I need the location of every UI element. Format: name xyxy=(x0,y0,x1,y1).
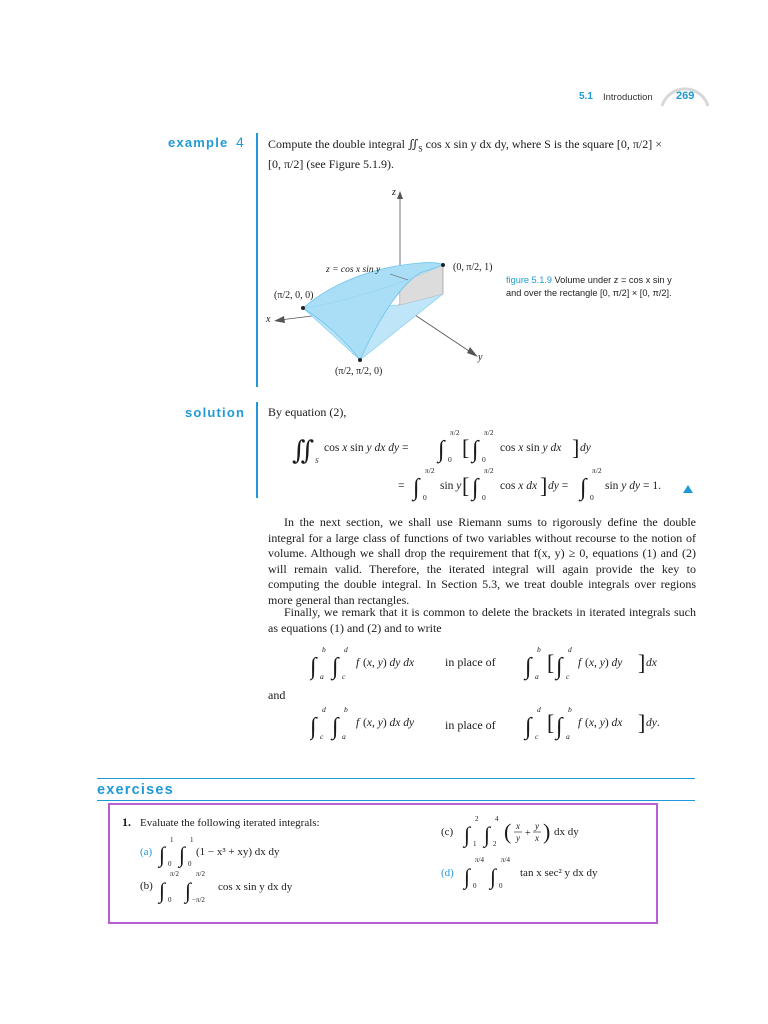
svg-text:x: x xyxy=(516,821,520,831)
svg-text:∫: ∫ xyxy=(310,654,317,680)
svg-text:c: c xyxy=(566,672,570,681)
svg-text:c: c xyxy=(535,732,539,741)
svg-text:∫: ∫ xyxy=(525,714,532,740)
svg-text:∫: ∫ xyxy=(159,878,166,903)
svg-text:a: a xyxy=(566,732,570,741)
svg-text:∫: ∫ xyxy=(185,878,192,903)
example-text-line2: [0, π/2] (see Figure 5.1.9). xyxy=(268,156,395,171)
svg-text:0: 0 xyxy=(482,493,486,502)
svg-text:b: b xyxy=(322,645,326,654)
svg-text:0: 0 xyxy=(499,882,503,890)
exercise-integrals-ab xyxy=(155,828,335,908)
svg-text:[: [ xyxy=(547,710,555,735)
paragraph-brackets: Finally, we remark that it is common to delete the brackets in iterated integrals such as equations (1) and (2) and to write xyxy=(268,605,696,635)
svg-text:dy =: dy = xyxy=(548,480,569,492)
svg-text:dy: dy xyxy=(580,442,591,454)
svg-text:π/2: π/2 xyxy=(484,466,494,475)
header-section-number: 5.1 xyxy=(579,91,593,102)
svg-text:∫: ∫ xyxy=(484,822,491,847)
svg-text:∫: ∫ xyxy=(525,654,532,680)
svg-text:0: 0 xyxy=(188,860,192,868)
svg-text:0: 0 xyxy=(168,860,172,868)
header-section-title: Introduction xyxy=(603,92,653,103)
part-b-integrand: cos x sin y dx dy xyxy=(218,881,293,893)
exercises-rule-top xyxy=(97,778,695,779)
paragraph-riemann: In the next section, we shall use Riemann sums to rigorously define the double integral for a large class of functions of two variables without recourse to the notion of volume. Although we shall drop the requirement that f(x, y) ≥ 0, equations (1) and (2) will remain valid. Therefore, the iterated integral will again provide the key to computing the double integral. In Section 5.3, we treat double integrals over regions more general than rectangles. xyxy=(268,515,696,607)
svg-text:(x, y) dy dx: (x, y) dy dx xyxy=(363,657,415,669)
svg-text:π/2: π/2 xyxy=(425,466,435,475)
svg-text:b: b xyxy=(568,705,572,714)
part-d-tag: (d) xyxy=(441,867,454,879)
svg-text:0: 0 xyxy=(168,896,172,904)
svg-text:∫: ∫ xyxy=(310,714,317,740)
part-a-integrand: (1 − x³ + xy) dx dy xyxy=(196,846,280,858)
point-bottom-label: (π/2, π/2, 0) xyxy=(335,366,383,377)
exercises-heading: exercises xyxy=(97,782,174,798)
svg-text:∫: ∫ xyxy=(464,864,471,889)
bracket-notation-equations xyxy=(310,642,690,742)
svg-text:π/2: π/2 xyxy=(170,870,179,878)
solution-equations xyxy=(290,425,710,505)
y-axis-arrow xyxy=(467,347,478,357)
axis-y-label: y xyxy=(478,352,483,363)
svg-text:d: d xyxy=(344,645,348,654)
svg-text:y: y xyxy=(516,833,520,843)
svg-text:x: x xyxy=(535,833,539,843)
svg-text:π/2: π/2 xyxy=(450,428,460,437)
svg-text:f: f xyxy=(578,717,582,729)
svg-text:4: 4 xyxy=(495,815,499,823)
svg-text:∫: ∫ xyxy=(179,842,186,867)
point-left-label: (π/2, 0, 0) xyxy=(274,290,314,301)
svg-text:0: 0 xyxy=(448,455,452,464)
svg-text:dx: dx xyxy=(646,657,657,669)
svg-text:1: 1 xyxy=(170,836,174,844)
svg-text:π/2: π/2 xyxy=(592,466,602,475)
svg-text:∫: ∫ xyxy=(472,437,479,463)
svg-text:d: d xyxy=(537,705,541,714)
svg-text:d: d xyxy=(322,705,326,714)
example-text xyxy=(268,137,696,173)
question-1-number: 1. xyxy=(122,815,131,829)
point-top-right-label: (0, π/2, 1) xyxy=(453,262,493,273)
svg-text:∫: ∫ xyxy=(556,654,563,680)
point-dot-bottom xyxy=(358,358,362,362)
svg-text:∫: ∫ xyxy=(438,437,445,463)
svg-text:+: + xyxy=(525,828,531,839)
svg-text:∬: ∬ xyxy=(292,436,315,465)
svg-text:[: [ xyxy=(462,473,470,498)
exercises-rule-bottom xyxy=(97,800,695,801)
svg-text:b: b xyxy=(537,645,541,654)
in-place-of-1: in place of xyxy=(445,655,496,669)
solution-rule xyxy=(256,402,258,498)
axis-z-label: z xyxy=(392,187,396,198)
svg-text:sin y dy = 1.: sin y dy = 1. xyxy=(605,480,662,492)
svg-text:]: ] xyxy=(638,650,646,675)
svg-text:∫: ∫ xyxy=(159,842,166,867)
figure-5-1-9 xyxy=(260,185,510,390)
part-c-integrand: dx dy xyxy=(554,826,579,838)
example-text-line1: Compute the double integral ∬ xyxy=(268,137,419,151)
svg-text:π/2: π/2 xyxy=(196,870,205,878)
svg-text:]: ] xyxy=(638,710,646,735)
svg-text:): ) xyxy=(543,819,551,844)
part-b-tag: (b) xyxy=(140,880,153,892)
svg-text:[: [ xyxy=(547,650,555,675)
svg-text:∫: ∫ xyxy=(464,822,471,847)
figure-caption xyxy=(506,274,706,300)
end-of-solution-triangle xyxy=(683,485,693,493)
svg-text:1: 1 xyxy=(473,840,477,848)
in-place-of-2: in place of xyxy=(445,718,496,732)
svg-text:∫: ∫ xyxy=(472,475,479,501)
svg-text:sin y: sin y xyxy=(440,480,462,492)
solution-label: solution xyxy=(185,405,246,420)
example-rule xyxy=(256,133,258,387)
svg-text:=: = xyxy=(398,480,405,492)
svg-text:f: f xyxy=(356,717,360,729)
svg-text:dy.: dy. xyxy=(646,717,660,729)
example-text-line1b: cos x sin y dx dy, where S is the square [0, π/2] × xyxy=(422,137,662,151)
svg-text:(x, y) dy: (x, y) dy xyxy=(585,657,623,669)
svg-text:1: 1 xyxy=(190,836,194,844)
svg-text:(x, y) dx dy: (x, y) dx dy xyxy=(363,717,415,729)
svg-text:π/4: π/4 xyxy=(501,856,510,864)
and-word: and xyxy=(268,688,286,702)
exercise-integrals-cd xyxy=(460,808,650,898)
svg-text:π/4: π/4 xyxy=(475,856,484,864)
solution-intro: By equation (2), xyxy=(268,405,347,419)
part-c-tag: (c) xyxy=(441,826,454,838)
svg-text:∫: ∫ xyxy=(490,864,497,889)
svg-text:c: c xyxy=(342,672,346,681)
example-text-sub: S xyxy=(418,144,423,154)
x-axis-arrow xyxy=(274,316,285,323)
svg-text:[: [ xyxy=(462,435,470,460)
svg-text:cos x sin y dx dy =: cos x sin y dx dy = xyxy=(324,442,409,454)
svg-text:−π/2: −π/2 xyxy=(192,896,205,904)
svg-text:cos x dx: cos x dx xyxy=(500,480,538,492)
svg-text:∫: ∫ xyxy=(332,654,339,680)
svg-text:0: 0 xyxy=(473,882,477,890)
svg-text:]: ] xyxy=(572,435,580,460)
svg-text:y: y xyxy=(535,821,539,831)
svg-text:d: d xyxy=(568,645,572,654)
svg-text:∫: ∫ xyxy=(332,714,339,740)
svg-text:cos x sin y dx: cos x sin y dx xyxy=(500,442,562,454)
surface-label: z = cos x sin y xyxy=(326,265,381,275)
svg-text:0: 0 xyxy=(423,493,427,502)
point-dot-left xyxy=(301,306,305,310)
svg-text:f: f xyxy=(578,657,582,669)
svg-text:a: a xyxy=(535,672,539,681)
svg-text:S: S xyxy=(315,457,319,465)
svg-text:0: 0 xyxy=(482,455,486,464)
svg-text:π/2: π/2 xyxy=(484,428,494,437)
example-number: 4 xyxy=(236,134,245,150)
svg-text:∫: ∫ xyxy=(556,714,563,740)
axis-x-label: x xyxy=(266,314,271,325)
svg-text:a: a xyxy=(342,732,346,741)
svg-text:∫: ∫ xyxy=(580,475,587,501)
svg-text:(x, y) dx: (x, y) dx xyxy=(585,717,623,729)
part-a-tag: (a) xyxy=(140,846,153,858)
svg-text:b: b xyxy=(344,705,348,714)
svg-text:c: c xyxy=(320,732,324,741)
svg-text:]: ] xyxy=(540,473,548,498)
example-label: example xyxy=(168,135,229,150)
question-1-text: Evaluate the following iterated integrals: xyxy=(140,817,320,829)
svg-text:2: 2 xyxy=(493,840,497,848)
svg-text:f: f xyxy=(356,657,360,669)
svg-text:0: 0 xyxy=(590,493,594,502)
figure-caption-line1: Volume under z = cos x sin y xyxy=(554,275,672,285)
figure-caption-label: figure 5.1.9 xyxy=(506,275,552,285)
z-axis-arrow xyxy=(397,191,403,199)
header-page-number: 269 xyxy=(676,90,695,102)
part-d-integrand: tan x sec² y dx dy xyxy=(520,867,598,879)
svg-text:∫: ∫ xyxy=(413,475,420,501)
point-dot-top xyxy=(441,263,445,267)
svg-text:(: ( xyxy=(504,819,512,844)
svg-text:a: a xyxy=(320,672,324,681)
svg-text:2: 2 xyxy=(475,815,479,823)
figure-caption-line2: and over the rectangle [0, π/2] × [0, π/2]. xyxy=(506,288,672,298)
